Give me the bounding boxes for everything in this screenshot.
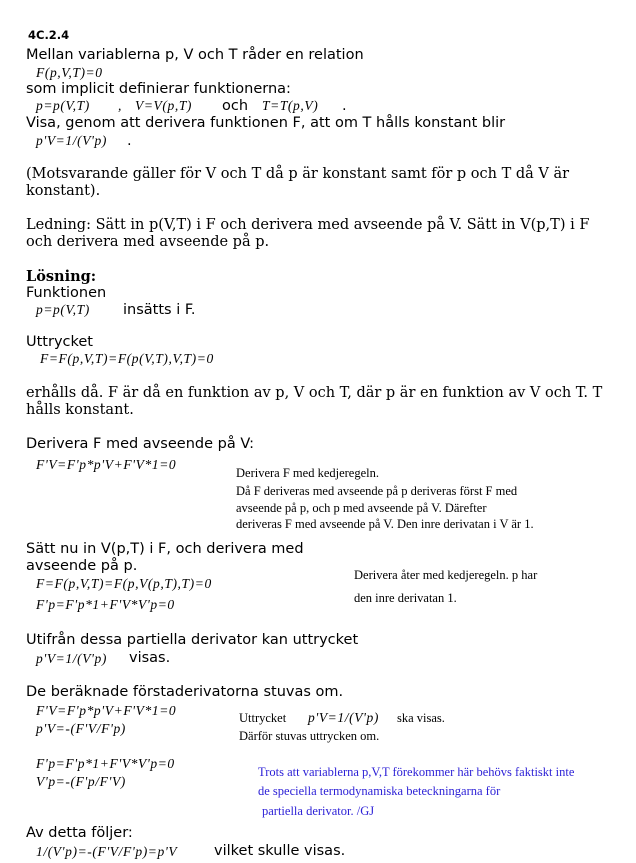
funktionen-label: Funktionen <box>26 285 107 301</box>
hint-line-1: Ledning: Sätt in p(V,T) i F och derivera med avseende på V. Sätt in V(p,T) i F <box>26 217 590 233</box>
blue-note-line-3: partiella derivator. /GJ <box>262 804 375 818</box>
target-period: . <box>127 133 132 149</box>
uttrycket-label: Uttrycket <box>26 334 93 350</box>
intro-line-2: som implicit definierar funktionerna: <box>26 81 291 97</box>
derivera-V-heading: Derivera F med avseende på V: <box>26 436 254 452</box>
visas-text: visas. <box>129 650 171 666</box>
chain-rule-note-line-3: avseende på p, och p med avseende på V. Därefter <box>236 501 487 515</box>
vilket-text: vilket skulle visas. <box>214 843 346 859</box>
chain-rule-note2-line-2: den inre derivatan 1. <box>354 591 457 605</box>
insatts-text: insätts i F. <box>123 302 196 318</box>
chain-rule-note-line-1: Derivera F med kedjeregeln. <box>236 466 379 480</box>
satt-nu-line-2: avseende på p. <box>26 558 138 574</box>
composite-F-equation: F=F(p,V,T)=F(p(V,T),V,T)=0 <box>40 351 214 366</box>
uttrycket-note-tail: ska visas. <box>397 711 445 725</box>
paren-note-line-2: konstant). <box>26 183 101 199</box>
problem-number: 4C.2.4 <box>28 28 70 42</box>
separator-comma: , <box>118 98 122 113</box>
satt-nu-line-1: Sätt nu in V(p,T) i F, och derivera med <box>26 541 304 557</box>
intro-period: . <box>342 98 347 114</box>
composite-F-equation-2: F=F(p,V,T)=F(p,V(p,T),T)=0 <box>36 576 212 591</box>
derivative-p-equation: F'p=F'p*1+F'V*V'p=0 <box>36 597 175 612</box>
rearranged-equation-1: F'V=F'p*p'V+F'V*1=0 <box>36 703 177 718</box>
erhalls-line-2: hålls konstant. <box>26 402 134 418</box>
uttrycket-note-equation: p'V=1/(V'p) <box>308 710 379 725</box>
target-equation-2: p'V=1/(V'p) <box>36 651 107 666</box>
final-equation: 1/(V'p)=-(F'V/F'p)=p'V <box>36 844 178 859</box>
paren-note-line-1: (Motsvarande gäller för V och T då p är konstant samt för p och T då V är <box>26 166 570 182</box>
och-word: och <box>222 98 249 114</box>
solution-title: Lösning: <box>26 268 97 285</box>
blue-note-line-2: de speciella termodynamiska beteckningarna för <box>258 784 501 798</box>
equation-T: T=T(p,V) <box>262 98 319 113</box>
target-equation: p'V=1/(V'p) <box>36 133 107 148</box>
hint-line-2: och derivera med avseende på p. <box>26 234 270 250</box>
chain-rule-note-line-2: Då F deriveras med avseende på p deriveras först F med <box>236 484 518 498</box>
derivative-V-equation: F'V=F'p*p'V+F'V*1=0 <box>36 457 177 472</box>
rearranged-equation-2: p'V=-(F'V/F'p) <box>36 721 126 736</box>
intro-line-3: Visa, genom att derivera funktionen F, att om T hålls konstant blir <box>26 115 506 131</box>
utifran-text: Utifrån dessa partiella derivator kan uttrycket <box>26 632 359 648</box>
uttrycket-note-label: Uttrycket <box>239 711 287 725</box>
chain-rule-note2-line-1: Derivera åter med kedjeregeln. p har <box>354 568 538 582</box>
intro-line-1: Mellan variablerna p, V och T råder en relation <box>26 47 364 63</box>
equation-V: V=V(p,T) <box>135 98 193 113</box>
solution-equation-p: p=p(V,T) <box>36 302 90 317</box>
chain-rule-note-line-4: deriveras F med avseende på V. Den inre derivatan i V är 1. <box>236 517 534 531</box>
relation-equation: F(p,V,T)=0 <box>36 65 103 80</box>
blue-note-line-1: Trots att variablerna p,V,T förekommer här behövs faktiskt inte <box>258 765 575 779</box>
rearranged-equation-4: V'p=-(F'p/F'V) <box>36 774 126 789</box>
de-beraknade-text: De beräknade förstaderivatorna stuvas om. <box>26 684 344 700</box>
erhalls-line-1: erhålls då. F är då en funktion av p, V och T, där p är en funktion av V och T. T <box>26 385 603 401</box>
uttrycket-note-line-2: Därför stuvas uttrycken om. <box>239 729 380 743</box>
av-detta-text: Av detta följer: <box>26 825 133 841</box>
rearranged-equation-3: F'p=F'p*1+F'V*V'p=0 <box>36 756 175 771</box>
equation-p: p=p(V,T) <box>36 98 90 113</box>
